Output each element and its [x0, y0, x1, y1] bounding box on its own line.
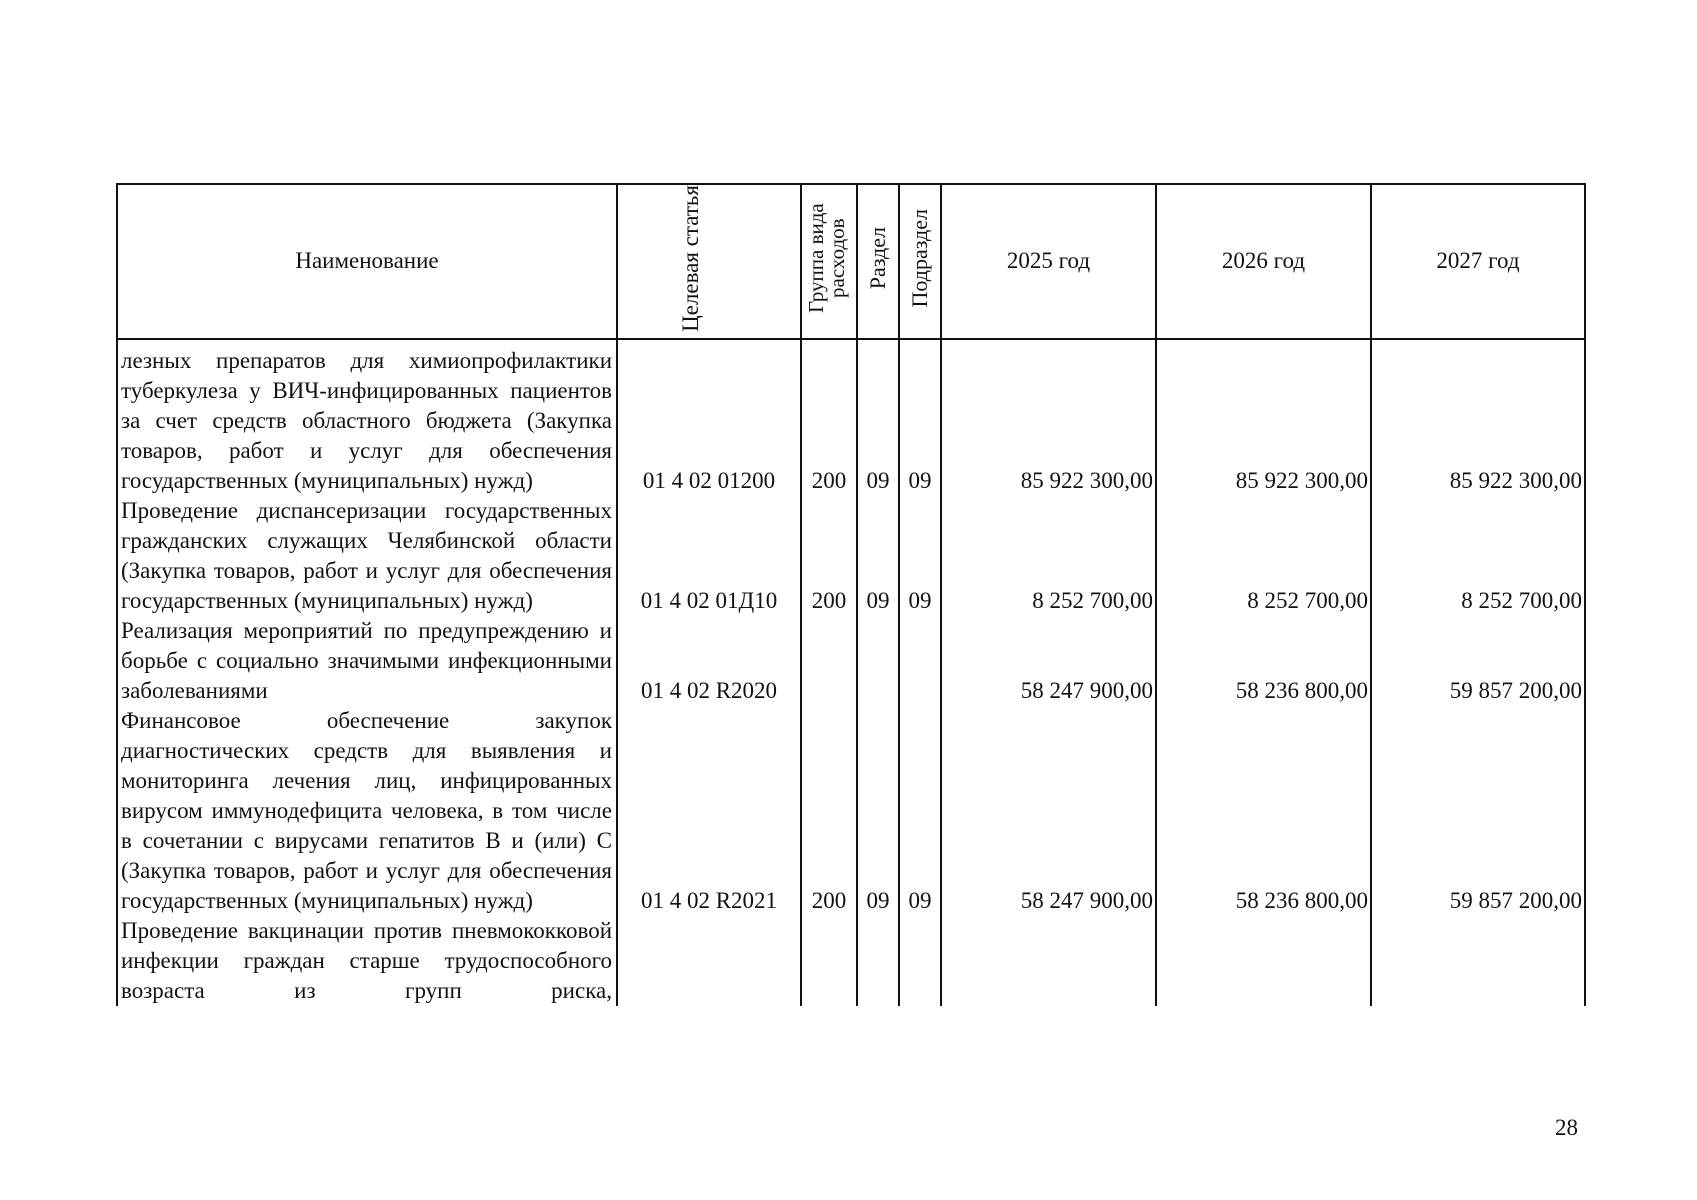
row-2026: 8 252 700,00 — [1156, 496, 1371, 616]
header-name: Наименование — [117, 184, 617, 339]
header-podrazdel — [899, 184, 941, 339]
row-2025: 58 247 900,00 — [941, 616, 1156, 706]
row-2027: 59 857 200,00 — [1371, 706, 1585, 916]
row-2027: 85 922 300,00 — [1371, 339, 1585, 496]
row-group — [801, 616, 857, 706]
row-target: 01 4 02 01Д10 — [617, 496, 801, 616]
row-2025: 58 247 900,00 — [941, 706, 1156, 916]
row-podrazdel — [899, 616, 941, 706]
table-row — [117, 706, 1585, 916]
row-podrazdel: 09 — [899, 706, 941, 916]
header-group-label: Группа вида расходов — [804, 203, 849, 314]
row-name: Проведение вакцинации против пневмококковой инфекции граждан старше трудоспособного возраста из групп риска, — [117, 916, 617, 1006]
header-2026: 2026 год — [1156, 184, 1371, 339]
row-podrazdel: 09 — [899, 496, 941, 616]
row-target — [617, 916, 801, 1006]
header-podrazdel-label: Подраздел — [907, 209, 932, 308]
row-razdel: 09 — [857, 706, 899, 916]
table-row — [117, 616, 1585, 706]
header-target-label: Целевая статья — [678, 185, 703, 332]
row-2025: 8 252 700,00 — [941, 496, 1156, 616]
row-name: Реализация мероприятий по предупреждению и борьбе с социально значимыми инфекционными заболеваниями — [117, 616, 617, 706]
row-2027: 8 252 700,00 — [1371, 496, 1585, 616]
row-podrazdel: 09 — [899, 339, 941, 496]
row-target: 01 4 02 R2021 — [617, 706, 801, 916]
header-razdel-label: Раздел — [865, 227, 890, 290]
table-row — [117, 339, 1585, 496]
header-razdel — [857, 184, 899, 339]
table-row — [117, 916, 1585, 1006]
row-2027: 59 857 200,00 — [1371, 616, 1585, 706]
row-razdel — [857, 916, 899, 1006]
table-row — [117, 496, 1585, 616]
row-razdel: 09 — [857, 339, 899, 496]
header-target — [617, 184, 801, 339]
row-podrazdel — [899, 916, 941, 1006]
row-2025: 85 922 300,00 — [941, 339, 1156, 496]
row-2026 — [1156, 916, 1371, 1006]
row-group — [801, 916, 857, 1006]
row-name: Проведение диспансеризации государственных гражданских служащих Челябинской области (Закупка товаров, работ и услуг для обеспечения государственных (муниципальных) нужд) — [117, 496, 617, 616]
row-target: 01 4 02 R2020 — [617, 616, 801, 706]
header-group — [801, 184, 857, 339]
row-name: лезных препаратов для химиопрофилактики туберкулеза у ВИЧ-инфицированных пациентов за счет средств областного бюджета (Закупка товаров, работ и услуг для обеспечения государственных (муниципальных) нужд) — [117, 339, 617, 496]
page-number: 28 — [1555, 1115, 1578, 1140]
row-2027 — [1371, 916, 1585, 1006]
row-2025 — [941, 916, 1156, 1006]
row-group: 200 — [801, 339, 857, 496]
row-razdel — [857, 616, 899, 706]
header-2027: 2027 год — [1371, 184, 1585, 339]
table-header — [117, 184, 1585, 339]
row-2026: 58 236 800,00 — [1156, 616, 1371, 706]
row-group: 200 — [801, 496, 857, 616]
budget-table — [116, 183, 1586, 1006]
row-group: 200 — [801, 706, 857, 916]
row-2026: 85 922 300,00 — [1156, 339, 1371, 496]
table-body — [117, 339, 1585, 1006]
header-2025: 2025 год — [941, 184, 1156, 339]
row-2026: 58 236 800,00 — [1156, 706, 1371, 916]
header-row — [117, 184, 1585, 339]
row-razdel: 09 — [857, 496, 899, 616]
row-name: Финансовое обеспечение закупок диагностических средств для выявления и мониторинга лечения лиц, инфицированных вирусом иммунодефицита человека, в том числе в сочетании с вирусами гепатитов B и (или) C (Закупка товаров, работ и услуг для обеспечения государственных (муниципальных) нужд) — [117, 706, 617, 916]
row-target: 01 4 02 01200 — [617, 339, 801, 496]
